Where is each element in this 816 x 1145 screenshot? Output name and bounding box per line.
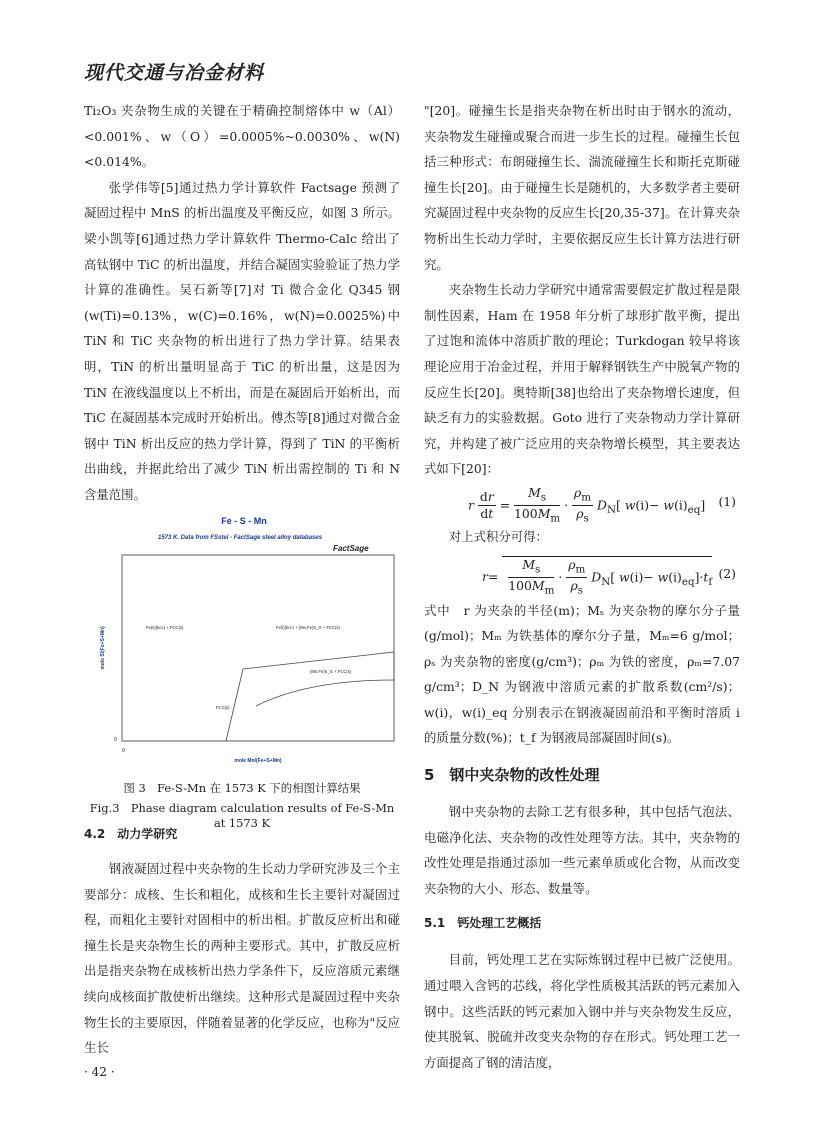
plot-frame [122, 555, 394, 741]
figure-caption-cn: 图 3 Fe-S-Mn 在 1573 K 下的相图计算结果 [123, 781, 361, 795]
equation-1 [424, 482, 740, 524]
left-paragraph-2: 张学伟等[5]通过热力学计算软件 Factsage 预测了凝固过程中 MnS 的析出温度及平衡反应，如图 3 所示。梁小凯等[6]通过热力学计算软件 Thermo-Calc 给出了高钛钢中 TiC 的析出温度，并结合凝固实验验证了热力学计算的准确性。吴石新等[7]对 Ti 微合金化 Q345 钢(w(Ti)=0.13%，w(C)=0.16%，w(N)=0.0025%)中 TiN 和 TiC 夹杂物的析出进行了热力学计算。结果表明，TiN 的析出量明显高于 TiC 的析出量，这是因为 TiN 在液线温度以上不析出，而是在凝固后开始析出，而 TiC 在凝固基本完成时开始析出。傅杰等[8]通过对微合金钢中 TiN 析出反应的热力学计算，得到了 TiN 的平衡析出曲线，并据此给出了减少 TiN 析出需控制的 Ti 和 N 含量范围。 [84, 179, 400, 502]
phase-boundary-3 [256, 680, 394, 706]
phase-boundary-2 [243, 652, 394, 669]
fig-subtitle: 1573 K. Data from FSstel - FactSage steel alloy databases [158, 535, 323, 541]
section-5-heading: 5 钢中夹杂物的改性处理 [424, 766, 600, 785]
left-column [84, 98, 400, 508]
right-paragraph-1: "[20]。碰撞生长是指夹杂物在析出时由于钢水的流动，夹杂物发生碰撞或聚合而进一步生长的过程。碰撞生长包括三种形式：布朗碰撞生长、湍流碰撞生长和斯托克斯碰撞生长[20]。由于碰撞生长是随机的，大多数学者主要研究凝固过程中夹杂物的反应生长[20,35-37]。在计算夹杂物析出生长动力学时，主要依据反应生长计算方法进行研究。 [424, 103, 740, 272]
fig-region-3: (Mn,Fe)S_G + FCC(s) [310, 669, 352, 674]
page-number: · 42 · [84, 1065, 115, 1079]
section-4-2-heading: 4.2 动力学研究 [84, 827, 178, 841]
phase-diagram-figure [88, 512, 400, 766]
fig-region-2: Fe(l)(bcc) + (Mn,Fe)S_G + FCC(s) [276, 625, 340, 630]
section-5-1-heading: 5.1 钙处理工艺概括 [424, 916, 542, 931]
equation-1-number: (1) [718, 493, 736, 509]
right-column [424, 98, 740, 1075]
left-column-lower [84, 820, 400, 1061]
figure-caption-en: Fig.3 Phase diagram calculation results of Fe-S-Mn at 1573 K [89, 801, 395, 830]
equation-2-number: (2) [718, 565, 736, 581]
fig-tick-zero-x: 0 [122, 748, 125, 754]
fig-region-4: FCC(s) [216, 705, 230, 710]
fig-y-label: mole S/(Fe+S+Mn) [100, 626, 106, 670]
fig-title: Fe - S - Mn [221, 516, 267, 526]
equation-intro-text: 对上式积分可得： [448, 528, 548, 544]
left-paragraph-1: Ti₂O₃ 夹杂物生成的关键在于精确控制熔体中 w（Al）<0.001%、w（O）=0.0005%~0.0030%、w(N)<0.014%。 [84, 103, 400, 170]
journal-logo: 现代交通与冶金材料 [84, 62, 265, 84]
fig-brand: FactSage [333, 544, 369, 553]
equation-2-expression: r= $\frac{M_s}{100M_m}$ · $\frac{\rho_m}{\rho_s}$ $D_N$[ $w(i)- w(i)_{eq}]\cdot t_f$ [482, 556, 713, 597]
right-paragraph-4: 钢中夹杂物的去除工艺有很多种，其中包括气泡法、电磁净化法、夹杂物的改性处理等方法。其中，夹杂物的改性处理是指通过添加一些元素单质或化合物，从而改变夹杂物的大小、形态、数量等。 [424, 804, 740, 896]
equation-1-expression: r $\frac{dr}{dt}$ = $\frac{M_s}{100M_m}$ · $\frac{\rho_m}{\rho_s}$ $D_N$[ $w(i)- w(i)_{eq}$] [468, 484, 706, 525]
right-paragraph-5: 目前，钙处理工艺在实际炼钢过程中已被广泛使用。通过喂入含钙的芯线，将化学性质极其活跃的钙元素加入钢中。这些活跃的钙元素加入钢中并与夹杂物发生反应，使其脱氧、脱硫并改变夹杂物的存在形式。钙处理工艺一方面提高了钢的清洁度， [424, 952, 740, 1070]
right-paragraph-3: 式中 r 为夹杂的半径(m)；Mₛ 为夹杂物的摩尔分子量(g/mol)；Mₘ 为铁基体的摩尔分子量，Mₘ=6 g/mol；ρₛ 为夹杂物的密度(g/cm³)；ρₘ 为铁的密度，ρₘ=7.07 g/cm³；D_N 为钢液中溶质元素的扩散系数(cm²/s)；w(i)，w(i)_eq 分别表示在钢液凝固前沿和平衡时溶质 i 的质量分数(%)；t_f 为钢液局部凝固时间(s)。 [424, 602, 740, 746]
left-paragraph-3: 钢液凝固过程中夹杂物的生长动力学研究涉及三个主要部分：成核、生长和粗化，成核和生长主要针对凝固过程，而粗化主要针对固相中的析出相。扩散反应析出和碰撞生长是夹杂物生长的两种主要形式。其中，扩散反应析出是指夹杂物在成核析出热力学条件下，反应溶质元素继续向成核面扩散使析出继续。这种形式是凝固过程中夹杂物生长的主要原因，伴随着显著的化学反应，也称为"反应生长 [84, 861, 400, 1056]
fig-x-label: mole Mn/(Fe+S+Mn) [234, 758, 282, 764]
fig-region-1: Fe(s)(bcc) + FCC(s) [146, 625, 184, 630]
right-paragraph-2: 夹杂物生长动力学研究中通常需要假定扩散过程是限制性因素，Ham 在 1958 年分析了球形扩散平衡，提出了过饱和流体中溶质扩散的理论；Turkdogan 较早将该理论应用于冶金过程，并用于解释钢铁生产中脱氧产物的反应生长[20]。奥特斯[38]也给出了夹杂物增长速度，但缺乏有力的实验数据。Goto 进行了夹杂物动力学计算研究，并构建了被广泛应用的夹杂物增长模型，其主要表达式如下[20]： [424, 282, 740, 477]
equation-2 [424, 550, 740, 598]
phase-diagram-svg [88, 512, 400, 766]
fig-tick-zero-y: 0 [114, 737, 117, 743]
